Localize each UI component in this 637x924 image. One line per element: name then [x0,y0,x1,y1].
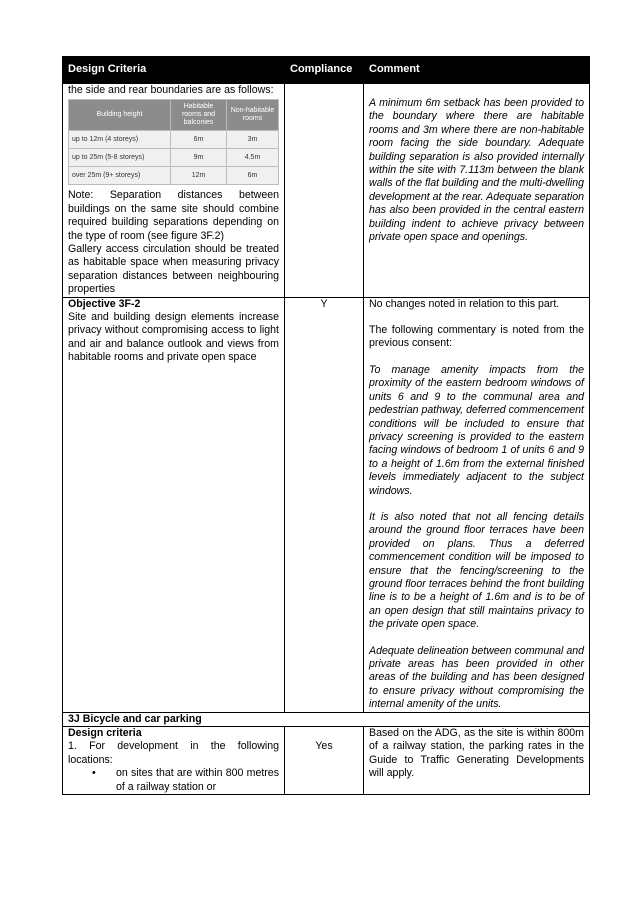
sep-cell-habitable: 12m [171,167,227,185]
document-page [62,56,589,795]
separation-note: Note: Separation distances between buildings on the same site should combine required building separations depending on the type of room (see figure 3F.2) [68,189,279,242]
compliance-cell: Y [285,297,364,712]
bullet-text: on sites that are within 800 metres of a railway station or [116,767,279,793]
compliance-value: Yes [315,740,333,753]
sep-row [69,131,279,149]
comment-delineation: Adequate delineation between communal and private areas has been provided in other areas of the building and has been designed to ensure privacy without compromising the internal amenity of the units. [369,644,584,711]
bullet-icon: • [92,767,96,780]
sep-cell-height: up to 25m (5-8 storeys) [69,149,171,167]
sep-cell-non-habitable: 6m [227,167,279,185]
header-design-criteria: Design Criteria [63,57,285,84]
criteria-cell [63,84,285,298]
separation-distance-table [68,99,279,185]
criteria-cell [63,297,285,712]
criteria-locations: 1. For development in the following locations: [68,740,279,766]
sep-cell-habitable: 6m [171,131,227,149]
sep-cell-height: up to 12m (4 storeys) [69,131,171,149]
compliance-cell [285,727,364,795]
comment-amenity: To manage amenity impacts from the proximity of the eastern bedroom windows of units 6 and 9 to the communal area and pedestrian pathway, deferred commencement conditions will be included to ensure that privacy screening is provided to the eastern facing windows of bedroom 1 of units 6 and 9 to a height of 1.6m from the external finished levels immediately adjacent to the subject windows. [369,363,584,497]
sep-header-non-habitable: Non-habitable rooms [227,100,279,131]
comment-cell [364,84,590,298]
criteria-intro: the side and rear boundaries are as follows: [68,84,274,96]
objective-title: Objective 3F-2 [68,297,141,310]
table-row [63,84,590,298]
header-compliance: Compliance [285,57,364,84]
criteria-cell [63,727,285,795]
parking-comment: Based on the ADG, as the site is within 800m of a railway station, the parking rates in the Guide to Traffic Generating Developments will apply. [369,727,584,780]
table-row [63,297,590,712]
table-header-row [63,57,590,84]
sep-header-habitable: Habitable rooms and balconies [171,100,227,131]
comment-cell [364,297,590,712]
sep-cell-habitable: 9m [171,149,227,167]
sep-header-building-height: Building height [69,100,171,131]
section-heading-row [63,712,590,726]
section-heading-3j: 3J Bicycle and car parking [63,712,590,726]
table-row [63,727,590,795]
gallery-access-text: Gallery access circulation should be treated as habitable space when measuring privacy separation distances between neighbouring properties [68,243,279,296]
list-item [68,767,279,794]
comment-fencing: It is also noted that not all fencing details around the ground floor terraces have been provided on plans. Thus a deferred commencement condition will be imposed to ensure that the fencing/screening to the ground floor terraces behind the front building line is to be a height of 1.6m and is to be of an open design that still maintains privacy to the private open space. [369,510,584,631]
design-criteria-title: Design criteria [68,727,142,740]
comment-previous-consent: The following commentary is noted from the previous consent: [369,324,584,350]
comment-no-changes: No changes noted in relation to this part. [369,297,560,310]
sep-row [69,149,279,167]
compliance-cell [285,84,364,298]
sep-cell-height: over 25m (9+ storeys) [69,167,171,185]
setback-comment: A minimum 6m setback has been provided to the boundary where there are habitable rooms and 3m where there are non-habitable room facing the side boundary. Adequate building separation is also provided internally within the site with 7.113m between the blank walls of the flat building and the multi-dwelling development at the rear. Adequate separation has also been provided in the central eastern building indent to achieve privacy between private open space and openings. [369,97,584,244]
sep-row [69,167,279,185]
sep-cell-non-habitable: 3m [227,131,279,149]
comment-cell [364,727,590,795]
compliance-table [62,56,590,795]
header-comment: Comment [364,57,590,84]
sep-cell-non-habitable: 4.5m [227,149,279,167]
objective-text: Site and building design elements increase privacy without compromising access to light and air and balance outlook and views from habitable rooms and private open space [68,311,279,364]
